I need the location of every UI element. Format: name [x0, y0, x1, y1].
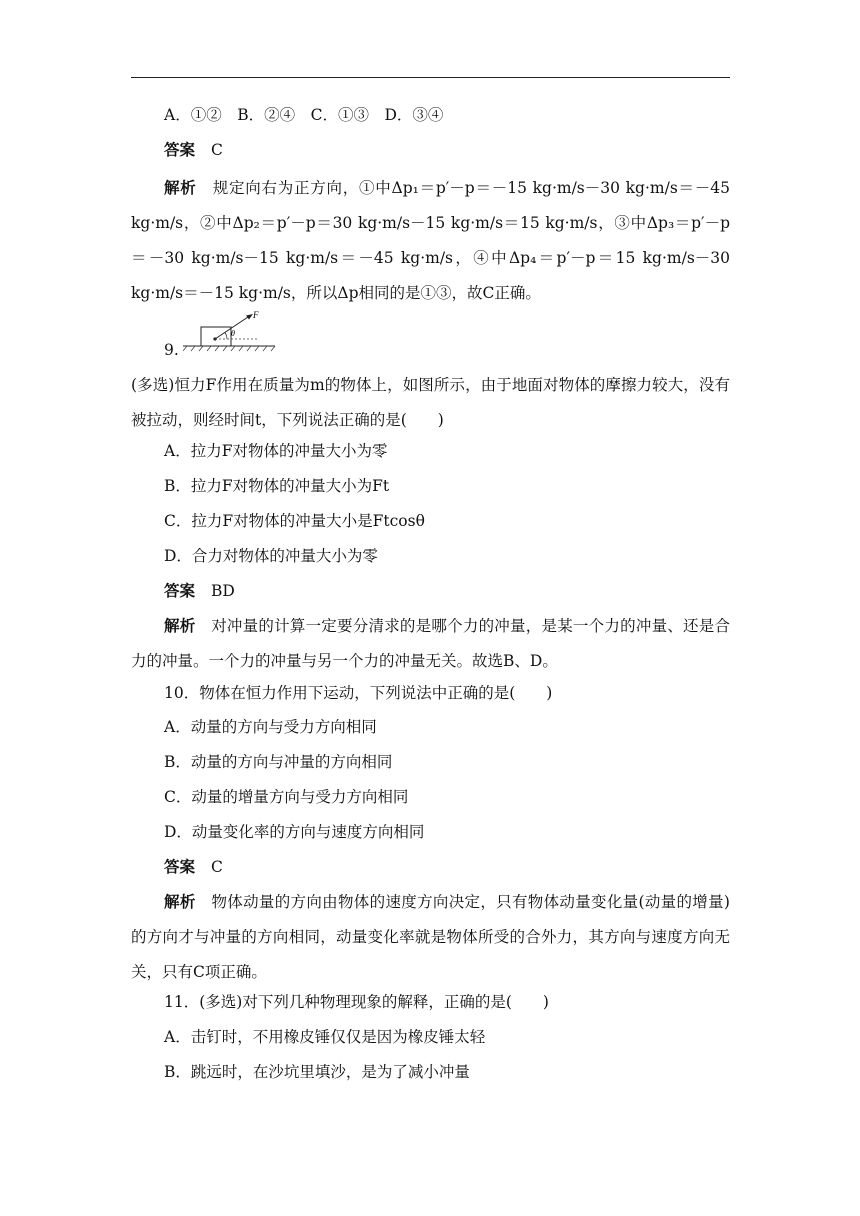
- q10-option-d: D．动量变化率的方向与速度方向相同: [164, 823, 425, 841]
- q10-option-c: C．动量的增量方向与受力方向相同: [164, 788, 409, 806]
- q8-options-line: A．①② B．②④ C．①③ D．③④: [164, 106, 444, 124]
- analysis-label: 解析: [164, 616, 196, 635]
- q11-option-b: B．跳远时，在沙坑里填沙，是为了减小冲量: [164, 1063, 470, 1081]
- analysis-label: 解析: [164, 178, 197, 197]
- angle-label: θ: [231, 329, 235, 338]
- q8-answer: [164, 140, 223, 160]
- answer-label: 答案: [164, 857, 196, 876]
- analysis-label: 解析: [164, 892, 196, 911]
- answer-label: 答案: [164, 581, 196, 600]
- q9-option-b: B．拉力F对物体的冲量大小为Ft: [164, 477, 390, 495]
- q10-answer: [164, 857, 223, 877]
- force-label: F: [253, 310, 259, 320]
- analysis-text: 规定向右为正方向，①中Δp₁＝p′－p＝－15 kg·m/s－30 kg·m/s＝－45 kg·m/s，②中Δp₂＝p′－p＝30 kg·m/s－15 kg·m/s＝15 kg·m/s，③中Δp₃＝p′－p＝－30 kg·m/s－15 kg·m/s＝－45 kg·m/s，④中Δp₄＝p′－p＝15 kg·m/s－30 kg·m/s＝－15 kg·m/s，所以Δp相同的是①③，故C正确。: [131, 179, 730, 302]
- answer-value: C: [211, 141, 223, 159]
- q9-option-c: C．拉力F对物体的冲量大小是Ftcosθ: [164, 512, 425, 530]
- q10-option-b: B．动量的方向与冲量的方向相同: [164, 753, 393, 771]
- q9-force-diagram: [183, 309, 278, 355]
- q10-option-a: A．动量的方向与受力方向相同: [164, 718, 377, 736]
- analysis-text: 对冲量的计算一定要分清求的是哪个力的冲量，是某一个力的冲量、还是合力的冲量。一个力的冲量与另一个力的冲量无关。故选B、D。: [131, 617, 730, 670]
- q11-option-a: A．击钉时，不用橡皮锤仅仅是因为橡皮锤太轻: [164, 1028, 486, 1046]
- q9-answer: [164, 581, 235, 601]
- q10-stem: 10．物体在恒力作用下运动，下列说法中正确的是( ): [164, 684, 553, 702]
- q9-option-a: A．拉力F对物体的冲量大小为零: [164, 442, 388, 460]
- q9-number: 9.: [164, 341, 179, 359]
- q11-stem: 11．(多选)对下列几种物理现象的解释，正确的是( ): [164, 993, 549, 1011]
- q9-analysis: [131, 608, 730, 679]
- answer-value: C: [211, 858, 223, 876]
- q8-analysis: [131, 170, 730, 311]
- header-rule: [131, 77, 730, 78]
- q9-stem: (多选)恒力F作用在质量为m的物体上，如图所示，由于地面对物体的摩擦力较大，没有被拉动，则经时间t，下列说法正确的是( ): [131, 376, 730, 429]
- q10-analysis: [131, 884, 730, 990]
- q9-option-d: D．合力对物体的冲量大小为零: [164, 547, 378, 565]
- answer-label: 答案: [164, 140, 196, 159]
- answer-value: BD: [211, 582, 235, 600]
- analysis-text: 物体动量的方向由物体的速度方向决定，只有物体动量变化量(动量的增量)的方向才与冲量的方向相同，动量变化率就是物体所受的合外力，其方向与速度方向无关，只有C项正确。: [131, 893, 730, 981]
